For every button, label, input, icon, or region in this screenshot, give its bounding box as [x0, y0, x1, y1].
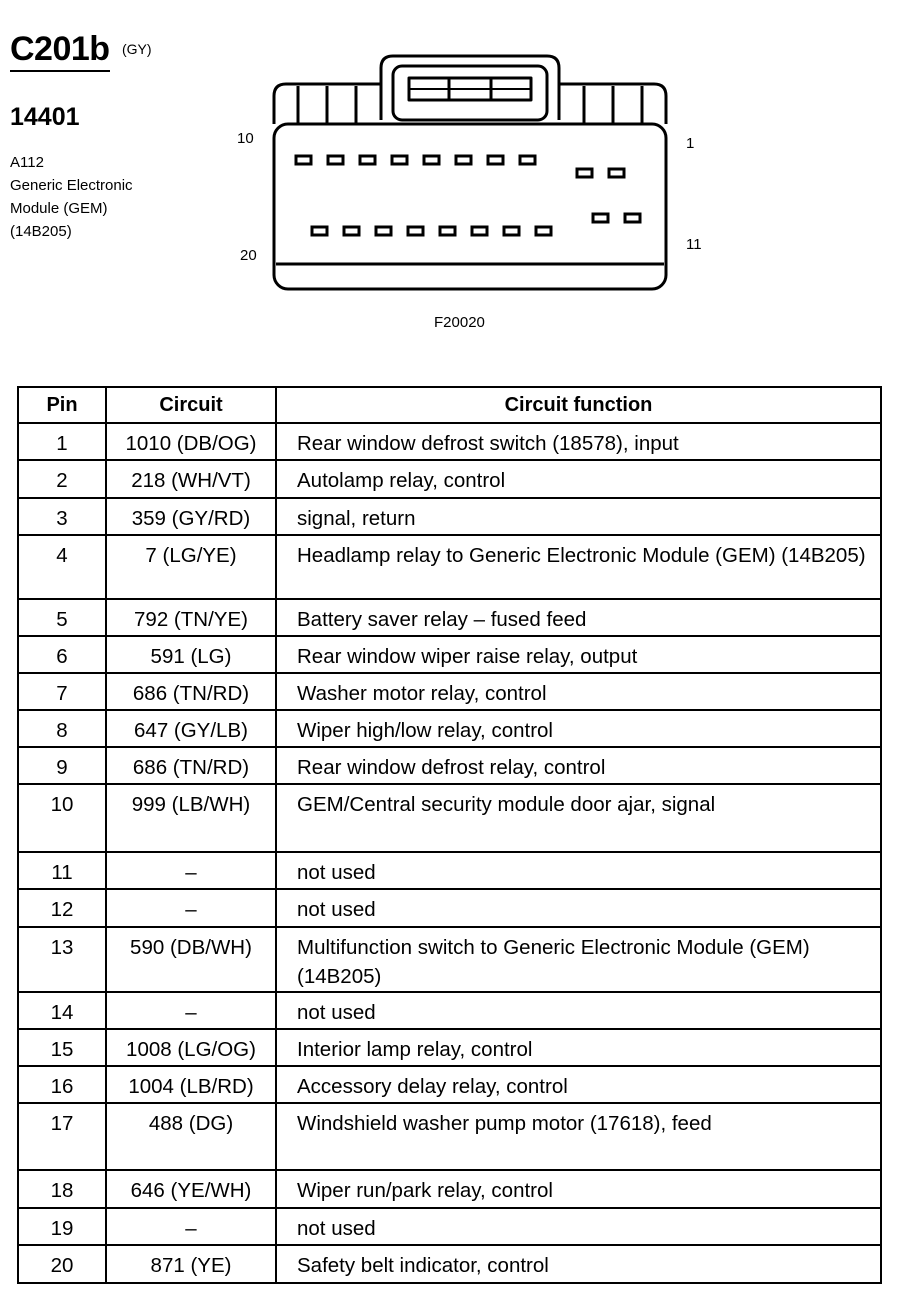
table-row: [18, 710, 881, 747]
pin-table: [17, 386, 882, 1284]
circuit-cell: 488 (DG): [106, 1103, 276, 1170]
circuit-cell: 1010 (DB/OG): [106, 423, 276, 460]
pin-cell: 12: [18, 889, 106, 927]
pin-label-bottom-left: 20: [240, 247, 257, 264]
pin-cell: 7: [18, 673, 106, 710]
table-row: [18, 1103, 881, 1170]
connector-face-diagram: [0, 0, 904, 350]
connector-color-code: (GY): [122, 41, 152, 57]
circuit-cell: 1004 (LB/RD): [106, 1066, 276, 1103]
pin-cell: 5: [18, 599, 106, 636]
pin-cell: 20: [18, 1245, 106, 1283]
module-line: Module (GEM): [10, 200, 108, 217]
function-cell: Windshield washer pump motor (17618), feed: [276, 1103, 881, 1170]
circuit-cell: 646 (YE/WH): [106, 1170, 276, 1208]
pin-cell: 4: [18, 535, 106, 599]
pin-label-top-left: 10: [237, 130, 254, 147]
table-row: [18, 673, 881, 710]
function-cell: not used: [276, 852, 881, 889]
table-row: [18, 498, 881, 535]
module-line: (14B205): [10, 223, 72, 240]
table-row: [18, 1066, 881, 1103]
function-cell: Interior lamp relay, control: [276, 1029, 881, 1066]
table-row: [18, 784, 881, 852]
function-cell: Wiper high/low relay, control: [276, 710, 881, 747]
table-row: [18, 535, 881, 599]
table-row: [18, 1170, 881, 1208]
pin-cell: 14: [18, 992, 106, 1029]
table-row: [18, 460, 881, 498]
circuit-cell: 647 (GY/LB): [106, 710, 276, 747]
function-cell: Rear window defrost switch (18578), input: [276, 423, 881, 460]
header-pin: Pin: [18, 387, 106, 423]
function-cell: Safety belt indicator, control: [276, 1245, 881, 1283]
function-cell: signal, return: [276, 498, 881, 535]
table-row: [18, 1208, 881, 1245]
function-cell: Washer motor relay, control: [276, 673, 881, 710]
pin-cell: 2: [18, 460, 106, 498]
figure-id: F20020: [434, 314, 485, 331]
function-cell: Battery saver relay – fused feed: [276, 599, 881, 636]
circuit-cell: 792 (TN/YE): [106, 599, 276, 636]
function-cell: Multifunction switch to Generic Electronic Module (GEM) (14B205): [276, 927, 881, 992]
table-row: [18, 1245, 881, 1283]
table-row: [18, 1029, 881, 1066]
pin-cell: 8: [18, 710, 106, 747]
table-row: [18, 992, 881, 1029]
pin-cell: 1: [18, 423, 106, 460]
function-cell: Rear window wiper raise relay, output: [276, 636, 881, 673]
circuit-cell: 1008 (LG/OG): [106, 1029, 276, 1066]
function-cell: Autolamp relay, control: [276, 460, 881, 498]
pin-cell: 16: [18, 1066, 106, 1103]
table-row: [18, 889, 881, 927]
circuit-cell: 871 (YE): [106, 1245, 276, 1283]
circuit-cell: –: [106, 852, 276, 889]
pin-cell: 3: [18, 498, 106, 535]
pin-cell: 18: [18, 1170, 106, 1208]
function-cell: Headlamp relay to Generic Electronic Module (GEM) (14B205): [276, 535, 881, 599]
function-cell: not used: [276, 992, 881, 1029]
table-row: [18, 747, 881, 784]
function-cell: Accessory delay relay, control: [276, 1066, 881, 1103]
circuit-cell: 359 (GY/RD): [106, 498, 276, 535]
circuit-cell: 218 (WH/VT): [106, 460, 276, 498]
circuit-cell: 7 (LG/YE): [106, 535, 276, 599]
table-row: [18, 599, 881, 636]
table-row: [18, 423, 881, 460]
pin-label-top-right: 1: [686, 135, 695, 152]
latch-inner: [393, 66, 547, 120]
circuit-cell: 686 (TN/RD): [106, 747, 276, 784]
pin-cell: 10: [18, 784, 106, 852]
circuit-cell: –: [106, 992, 276, 1029]
function-cell: Rear window defrost relay, control: [276, 747, 881, 784]
function-cell: not used: [276, 1208, 881, 1245]
header-circuit: Circuit: [106, 387, 276, 423]
module-line: A112: [10, 154, 44, 171]
header-function: Circuit function: [276, 387, 881, 423]
pin-label-bottom-right: 11: [686, 236, 702, 253]
table-row: [18, 636, 881, 673]
connector-id: C201b: [10, 30, 110, 68]
function-cell: GEM/Central security module door ajar, signal: [276, 784, 881, 852]
circuit-cell: 590 (DB/WH): [106, 927, 276, 992]
circuit-cell: –: [106, 889, 276, 927]
pin-cell: 15: [18, 1029, 106, 1066]
function-cell: Wiper run/park relay, control: [276, 1170, 881, 1208]
module-line: Generic Electronic: [10, 177, 133, 194]
table-row: [18, 927, 881, 992]
circuit-cell: 999 (LB/WH): [106, 784, 276, 852]
pin-cell: 11: [18, 852, 106, 889]
pin-cell: 19: [18, 1208, 106, 1245]
pin-cell: 13: [18, 927, 106, 992]
circuit-cell: 686 (TN/RD): [106, 673, 276, 710]
pin-cell: 6: [18, 636, 106, 673]
circuit-cell: 591 (LG): [106, 636, 276, 673]
circuit-cell: –: [106, 1208, 276, 1245]
pin-cell: 9: [18, 747, 106, 784]
function-cell: not used: [276, 889, 881, 927]
table-row: [18, 852, 881, 889]
pin-cell: 17: [18, 1103, 106, 1170]
table-header-row: [18, 387, 881, 423]
part-number: 14401: [10, 103, 80, 131]
